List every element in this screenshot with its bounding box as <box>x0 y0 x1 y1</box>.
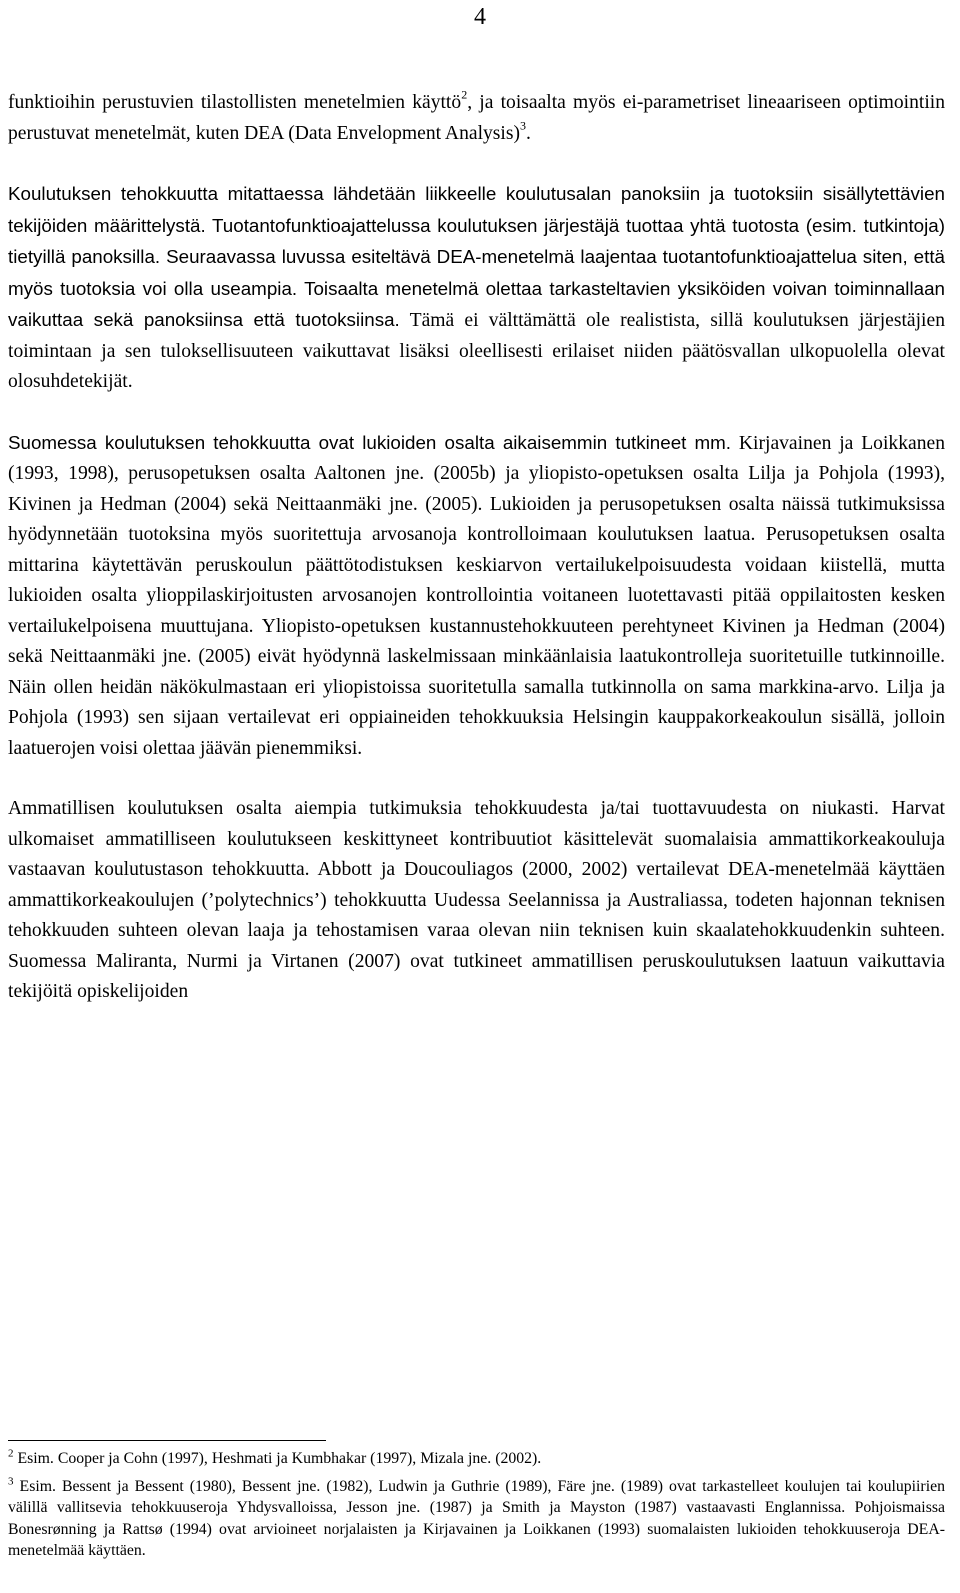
paragraph-2-sans-text: Koulutuksen tehokkuutta mitattaessa lähdetään liikkeelle koulutusalan panoksiin ja tuotoksiin sisällytettävien tekijöiden määrittelystä. Tuotantofunktioajattelussa koulutuksen järjestäjä tuottaa yhtä tuotosta (esim. tutkintoja) tietyillä panoksilla. Seuraavassa luvussa esiteltävä DEA-menetelmä laajentaa tuotantofunktioajattelua siten, että myös tuotoksia voi olla useampia. Toisaalta menetelmä olettaa tarkasteltavien yksiköiden voivan toiminnallaan vaikuttaa sekä panoksiinsa että tuotoksiinsa. <box>8 183 945 330</box>
paragraph-2-serif-text: Tämä ei välttämättä ole realistista, sillä koulutuksen järjestäjien toimintaan ja sen tuloksellisuuteen vaikuttavat lisäksi oleellisesti erilaiset niiden päätösvallan ulkopuolella olevat olosuhdetekijät. <box>8 310 945 392</box>
footnote-3-text: Esim. Bessent ja Bessent (1980), Bessent jne. (1982), Ludwin ja Guthrie (1989), Färe jne. (1989) ovat tarkastelleet koulujen tai koulupiirien välillä vallitsevia tehokkuuseroja Yhdysvalloissa, Jesson jne. (1987) ja Smith ja Mayston (1987) vastaavasti Englannissa. Pohjoismaissa Bonesrønning ja Rattsø (1994) ovat arvioineet norjalaisten ja Kirjavainen ja Loikkanen (1993) suomalaisten lukioiden tehokkuuseroja DEA-menetelmää käyttäen. <box>8 1478 945 1559</box>
footnote-3 <box>8 1476 945 1561</box>
footnote-3-mark: 3 <box>8 1475 14 1488</box>
paragraph-3-sans-text: Suomessa koulutuksen tehokkuutta ovat lukioiden osalta aikaisemmin tutkineet mm. <box>8 431 732 453</box>
footnote-divider <box>8 1440 326 1441</box>
paragraph-1-text-c: . <box>526 122 531 144</box>
paragraph-3-serif-text: Kirjavainen ja Loikkanen (1993, 1998), perusopetuksen osalta Aaltonen jne. (2005b) ja yliopisto-opetuksen osalta Lilja ja Pohjola (1993), Kivinen ja Hedman (2004) sekä Neittaanmäki jne. (2005). Lukioiden ja perusopetuksen osalta näissä tutkimuksissa hyödynnetään tuotoksina myös suoritettuja arvosanoja kontrolloimaan koulutuksen laatua. Perusopetuksen osalta mittarina käytettävän peruskoulun päättötodistuksen keskiarvon vertailukelpoisuudesta voidaan kiistellä, mutta lukioiden osalta ylioppilaskirjoitusten arvosanojen kontrollointia voitaneen luotettavasti pitää oppilaitosten kesken vertailukelpoisena muuttujana. Yliopisto-opetuksen kustannustehokkuuteen perehtyneet Kivinen ja Hedman (2004) sekä Neittaanmäki jne. (2005) eivät hyödynnä laskelmissaan minkäänlaisia laatukontrolleja suoritetuille tutkinnoille. Näin ollen heidän näkökulmastaan eri yliopistoissa suoritetulla samalla tutkinnolla on sama markkina-arvo. Lilja ja Pohjola (1993) sen sijaan vertailevat eri oppiaineiden tehokkuuksia Helsingin kauppakorkeakoulun sisällä, jolloin laatuerojen voisi olettaa jäävän pienemmiksi. <box>8 432 945 759</box>
paragraph-1-text-b: , ja toisaalta myös ei-parametriset lineaariseen optimointiin perustuvat menetelmät, kuten DEA (Data Envelopment Analysis) <box>8 92 946 144</box>
paragraph-3 <box>8 428 945 765</box>
paragraph-2 <box>8 179 945 398</box>
paragraph-1 <box>8 88 945 149</box>
footnote-ref-3[interactable]: 3 <box>520 117 527 132</box>
footnote-ref-2[interactable]: 2 <box>461 87 468 102</box>
footnote-2-mark: 2 <box>8 1447 14 1460</box>
footnote-2-text: Esim. Cooper ja Cohn (1997), Heshmati ja Kumbhakar (1997), Mizala jne. (2002). <box>13 1450 542 1467</box>
footnote-2 <box>8 1448 945 1469</box>
paragraph-4: Ammatillisen koulutuksen osalta aiempia tutkimuksia tehokkuudesta ja/tai tuottavuudesta on niukasti. Harvat ulkomaiset ammatilliseen koulutukseen keskittyneet kontribuutiot käsittelevät suomalaisia ammattikorkeakouluja vastaavan koulutustason tehokkuutta. Abbott ja Doucouliagos (2000, 2002) vertailevat DEA-menetelmää käyttäen ammattikorkeakoulujen (’polytechnics’) tehokkuutta Uudessa Seelannissa ja Australiassa, todeten hajonnan teknisen tehokkuuden suhteen olevan laaja ja tehostamisen varaa olevan niin teknisen kuin skaalatehokkuudenkin suhteen. Suomessa Maliranta, Nurmi ja Virtanen (2007) ovat tutkineet ammatillisen peruskoulutuksen laatuun vaikuttavia tekijöitä opiskelijoiden <box>8 798 945 1002</box>
body-text <box>8 88 945 1008</box>
paragraph-1-text-a: funktioihin perustuvien tilastollisten menetelmien käyttö <box>8 92 462 113</box>
footnotes <box>8 1448 945 1568</box>
page-number: 4 <box>474 4 486 30</box>
